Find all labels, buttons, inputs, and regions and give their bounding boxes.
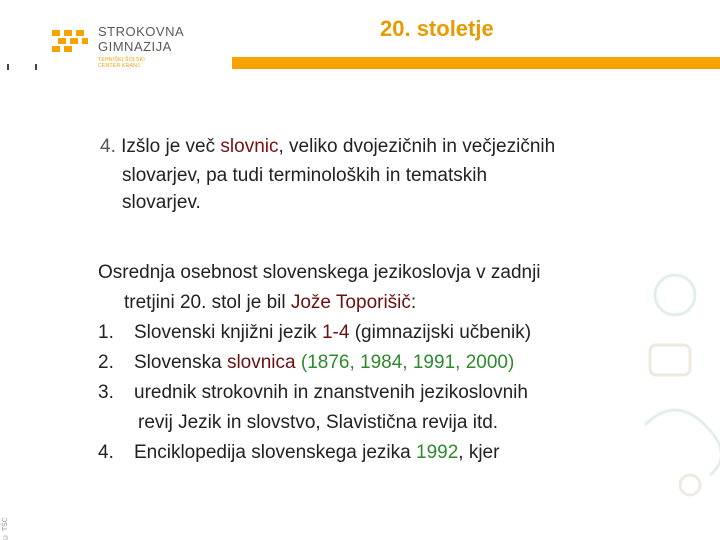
list-item-number: 1. [98, 322, 114, 343]
list-item-text: urednik strokovnih in znanstvenih jezikoslovnih [134, 382, 528, 403]
intro-line-2 [98, 288, 708, 318]
list-item-number: 3. [98, 382, 114, 403]
logo-sub-line-1: TEHNIŠKI ŠOLSKI [98, 57, 146, 63]
list-item-number: 2. [98, 352, 114, 373]
intro-paragraph [98, 258, 708, 318]
intro-line-2a: tretjini 20. stol je bil [124, 292, 291, 313]
list-item-text: Slovenska [134, 352, 227, 373]
logo-mark-icon [50, 24, 94, 60]
logo-line-1: STROKOVNA [98, 24, 185, 39]
list-item-number: 4. [98, 442, 114, 463]
school-logo [50, 20, 210, 72]
logo-line-2: GIMNAZIJA [98, 39, 172, 54]
item-4-line-2: slovarjev, pa tudi terminoloških in tematskih [122, 165, 488, 186]
list-item-text: Enciklopedija slovenskega jezika [134, 442, 416, 463]
header-accent-bar [232, 57, 720, 69]
list-item-text: Slovenski knjižni jezik [134, 322, 322, 343]
copyright-note: © TŠC [2, 517, 9, 540]
item-4-text-a: Izšlo je več [121, 136, 221, 157]
watermark-doodles-icon [630, 255, 720, 505]
list-item-note: (gimnazijski učbenik) [349, 322, 532, 343]
list-item-year: 1992 [416, 442, 459, 463]
list-item-slovnica: slovnica [226, 352, 296, 373]
item-4-text-b: , veliko dvojezičnih in večjezičnih [278, 136, 556, 157]
intro-line-1: Osrednja osebnost slovenskega jezikoslovja v zadnji [98, 262, 541, 283]
logo-subtitle [98, 57, 184, 69]
list-item-volumes: 1-4 [321, 322, 350, 343]
item-4-slovnic: slovnic [220, 136, 279, 157]
list-item [98, 318, 708, 348]
dot-2 [35, 64, 37, 70]
list-item-years: (1876, 1984, 1991, 2000) [295, 352, 515, 373]
item-4-paragraph [100, 132, 700, 217]
list-item-text-cont: revij Jezik in slovstvo, Slavistična revija itd. [138, 412, 499, 433]
decorative-dots [7, 64, 47, 74]
list-item [98, 438, 708, 468]
item-4-number: 4. [100, 136, 116, 157]
logo-sub-line-2: CENTER KRANJ [98, 63, 140, 69]
slide-title: 20. stoletje [380, 16, 494, 41]
intro-line-2b: : [410, 292, 417, 313]
list-item [98, 378, 708, 438]
dot-1 [7, 64, 9, 70]
list-item-tail: , kjer [458, 442, 500, 463]
list-item [98, 348, 708, 378]
item-4-line-3: slovarjev. [122, 192, 201, 213]
intro-name: Jože Toporišič [290, 292, 411, 313]
works-list [98, 318, 708, 468]
